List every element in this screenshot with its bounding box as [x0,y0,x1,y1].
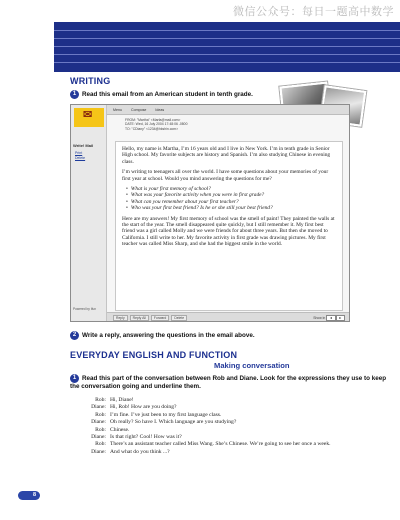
next-arrow-icon[interactable]: ► [336,315,345,321]
header-from: FROM: "Martha" <Marfa@mail.com> [125,118,181,122]
dialogue-speaker: Rob: [95,441,106,448]
status-reply-button[interactable]: Reply [113,315,128,321]
email-paragraph: Hello, my name is Martha, I’m 16 years old and I live in New York. I’m in tenth grade in Senior High school. My favorite subjects are history and Spanish. I’m also studying Chinese in evening class. [122,146,331,165]
dialogue-speaker: Diane: [91,419,106,426]
dialogue-line [86,412,386,419]
powered-by: Powered by Ifun [73,307,97,311]
status-nav-label: Show in [313,316,326,320]
question-item: • What can you remember about your first teacher? [126,199,336,205]
dialogue-text: Oh really? So have I. Which language are you studying? [110,419,237,426]
task-1-text: Read this email from an American student in tenth grade. [82,91,253,99]
email-statusbar [107,312,349,321]
email-headers [125,118,187,131]
page-number-badge: 8 [18,491,40,500]
prev-arrow-icon[interactable]: ◄ [326,315,335,321]
dialogue-text: Hi, Rob! How are you doing? [110,404,177,411]
dialogue-line [86,419,386,426]
task-number-badge: 2 [70,331,79,340]
task-3-instruction [70,374,388,391]
dialogue-speaker: Diane: [91,404,106,411]
status-forward-button[interactable]: Forward [151,315,169,321]
email-sidebar [71,105,107,321]
dialogue [86,397,386,456]
dialogue-speaker: Rob: [95,426,106,433]
header-banner [54,22,400,72]
dialogue-speaker: Rob: [95,397,106,403]
menu-item-ideas[interactable]: Ideas [155,108,165,112]
email-menubar [107,105,349,115]
task-2-text: Write a reply, answering the questions in the email above. [82,332,255,340]
dialogue-line [86,427,386,434]
dialogue-text: And what do you think ...? [110,448,170,455]
dialogue-text: I’m fine. I’ve just been to my first language class. [110,411,222,418]
dialogue-speaker: Diane: [91,448,106,455]
sidebar-link-print[interactable]: Print [75,151,83,155]
task-number-badge: 1 [70,374,79,383]
status-reply-all-button[interactable]: Reply All [130,315,149,321]
task-1-instruction [70,90,253,99]
question-list [126,186,336,212]
email-window [70,104,350,322]
question-item: • What is your first memory of school? [126,186,336,192]
header-date: DATE: Wed, 16 July 2004 17:48:06 -0800 [125,122,188,127]
mailbox-icon: ✉ [83,109,93,121]
dialogue-line [86,441,386,448]
header-to: TO: "CDiany" <1234@hkshin.com> [125,126,179,131]
status-delete-button[interactable]: Delete [171,315,187,321]
menu-item-menu[interactable]: Menu [113,108,122,112]
task-number-badge: 1 [70,90,79,99]
dialogue-line [86,397,386,404]
task-2-instruction [70,331,255,340]
dialogue-line [86,404,386,411]
dialogue-text: Hi, Diane! [110,397,134,403]
dialogue-text: There’s an assistant teacher called Miss Wang. She’s Chinese. We’re going to see her once a week. [110,441,331,448]
task-3-text: Read this part of the conversation between Rob and Diane. Look for the expressions they use to keep the conversation going and underline them. [70,375,387,390]
question-item: • What was your favorite activity when you were in first grade? [126,192,336,198]
watermark: 微信公众号：每日一题高中数学 [233,5,394,18]
dialogue-speaker: Diane: [91,434,106,441]
dialogue-text: Chinese. [110,426,130,433]
email-paragraph: I’m writing to teenagers all over the world. I have some questions about your memories of your first year at school. Would you mind answering the questions for me? [122,169,329,182]
sidebar-title: Write! Mail [73,143,94,148]
writing-heading: WRITING [70,76,111,86]
question-item: • Who was your first best friend? Is he or she still your best friend? [126,205,336,211]
menu-item-compose[interactable]: Compose [131,108,147,112]
dialogue-speaker: Rob: [95,411,106,418]
email-body [115,141,343,311]
everyday-english-heading: EVERYDAY ENGLISH AND FUNCTION [70,350,238,360]
dialogue-line [86,434,386,441]
making-conversation-subheading: Making conversation [214,361,290,370]
status-nav [313,315,345,321]
sidebar-link-delete[interactable]: Delete [75,156,86,160]
email-paragraph: Here are my answers! My first memory of school was the smell of paint! They painted the walls at the start of the year. The smell disappeared quite quickly, but I still remember it. My first best friend was a girl called Molly and we were friends for about three years. But then she moved to California. I still write to her. My favorite activity in first grade was drawing pictures. My first teacher was called Miss Sharp, and she had the biggest smile in the world. [122,215,335,248]
dialogue-text: Is that right? Cool! How was it? [110,434,182,441]
dialogue-line [86,449,386,456]
